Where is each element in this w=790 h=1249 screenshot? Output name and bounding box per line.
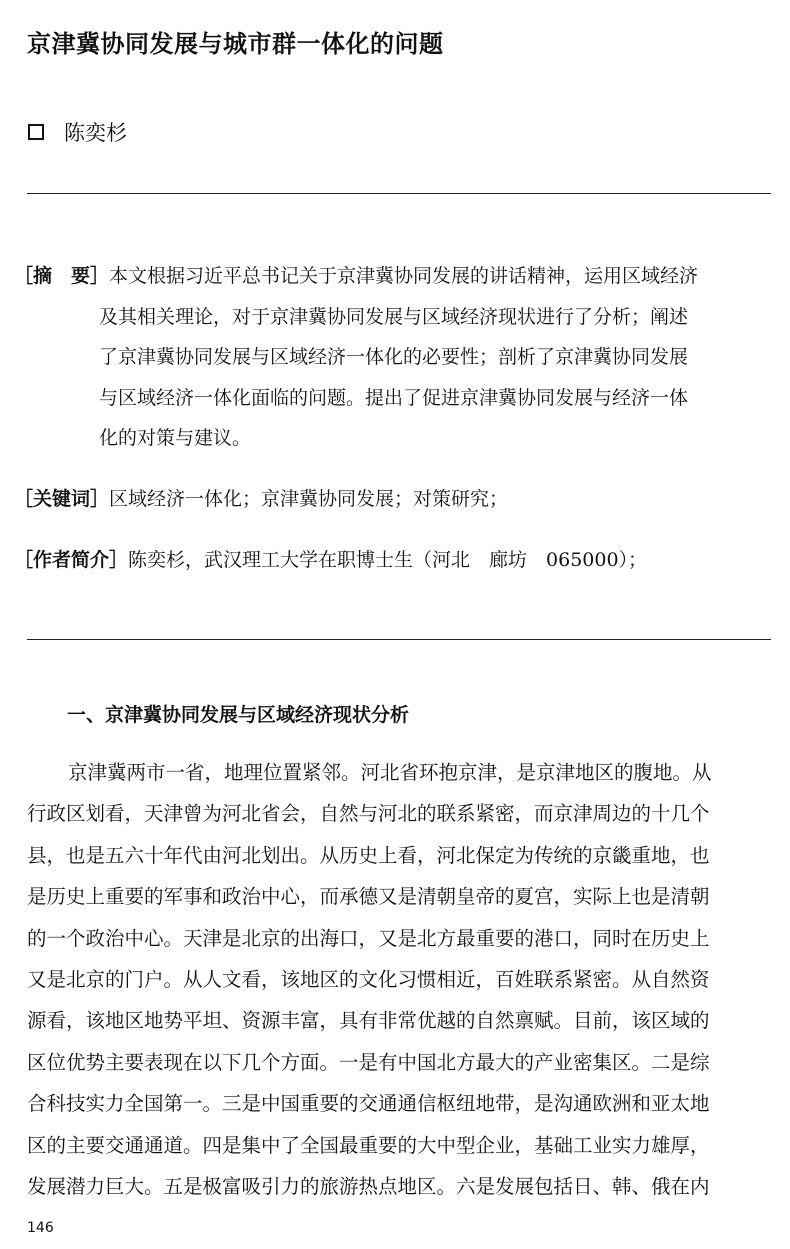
abstract-label: ［摘 要］ [14, 265, 110, 287]
author-name: 陈奕杉 [64, 121, 127, 145]
keywords-label: ［关键词］ [14, 488, 110, 510]
body-line: 发展潜力巨大。五是极富吸引力的旅游热点地区。六是发展包括日、韩、俄在内 [27, 1175, 710, 1199]
abstract-line-1 [14, 256, 764, 297]
body-line: 的一个政治中心。天津是北京的出海口，又是北方最重要的港口，同时在历史上 [27, 926, 710, 950]
author-bio-line [14, 543, 647, 577]
body-line: 区的主要交通通道。四是集中了全国最重要的大中型企业，基础工业实力雄厚， [27, 1133, 710, 1157]
page-number: 146 [27, 1220, 54, 1236]
bottom-divider [27, 639, 771, 640]
keywords-line [14, 482, 508, 516]
body-line: 京津冀两市一省，地理位置紧邻。河北省环抱京津，是京津地区的腹地。从 [68, 761, 712, 784]
author-bio-text: 陈奕杉，武汉理工大学在职博士生（河北 廊坊 065000）； [128, 549, 648, 571]
abstract-text-line: 与区域经济一体化面临的问题。提出了促进京津冀协同发展与经济一体 [99, 386, 689, 409]
body-line: 源看，该地区地势平坦、资源丰富，具有非常优越的自然禀赋。目前，该区域的 [27, 1009, 710, 1033]
body-line: 行政区划看，天津曾为河北省会，自然与河北的联系紧密，而京津周边的十几个 [27, 802, 710, 826]
paper-title: 京津冀协同发展与城市群一体化的问题 [27, 30, 444, 58]
section-body [27, 752, 762, 1207]
keywords-text: 区域经济一体化；京津冀协同发展；对策研究； [109, 488, 509, 510]
abstract-text-line: 化的对策与建议。 [99, 427, 252, 449]
top-divider [27, 193, 771, 194]
body-line: 是历史上重要的军事和政治中心，而承德又是清朝皇帝的夏宫，实际上也是清朝 [27, 885, 710, 909]
square-bullet-icon [28, 124, 44, 140]
abstract-text-line: 了京津冀协同发展与区域经济一体化的必要性；剖析了京津冀协同发展 [99, 346, 689, 368]
body-line: 合科技实力全国第一。三是中国重要的交通通信枢纽地带，是沟通欧洲和亚太地 [27, 1092, 710, 1116]
section-heading: 一、京津冀协同发展与区域经济现状分析 [67, 704, 410, 726]
abstract-block [14, 256, 764, 459]
abstract-text-line: 本文根据习近平总书记关于京津冀协同发展的讲话精神，运用区域经济 [109, 265, 699, 287]
author-line [28, 118, 127, 146]
author-bio-label: ［作者简介］ [14, 549, 129, 571]
body-line: 又是北京的门户。从人文看，该地区的文化习惯相近，百姓联系紧密。从自然资 [27, 968, 710, 992]
abstract-text-line: 及其相关理论，对于京津冀协同发展与区域经济现状进行了分析；阐述 [99, 305, 689, 328]
body-line: 县，也是五六十年代由河北划出。从历史上看，河北保定为传统的京畿重地，也 [27, 843, 710, 867]
body-line: 区位优势主要表现在以下几个方面。一是有中国北方最大的产业密集区。二是综 [27, 1050, 710, 1074]
